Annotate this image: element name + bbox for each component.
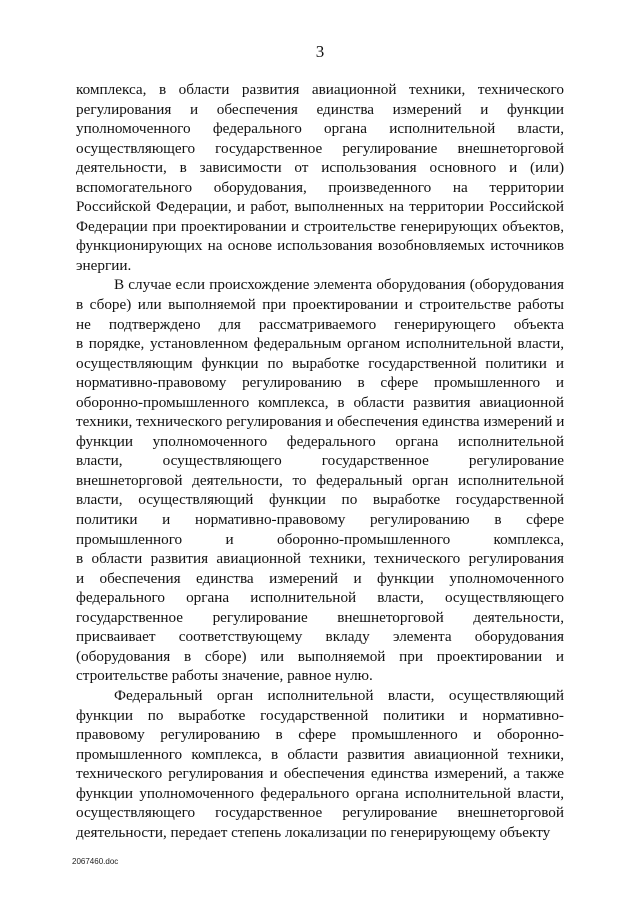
text-line: в области развития авиационной техники, технического регулирования — [76, 550, 564, 568]
text-line: строительстве работы значение, равное нулю. — [76, 667, 373, 685]
paragraph — [76, 80, 564, 275]
document-body — [76, 80, 564, 842]
text-line: в сборе) или выполняемой при проектировании и строительстве работы — [76, 296, 564, 314]
text-line: функции уполномоченного федерального органа исполнительной власти, — [76, 784, 564, 802]
paragraph — [76, 275, 564, 685]
paragraph — [76, 686, 564, 842]
text-line: функции уполномоченного федерального органа исполнительной — [76, 432, 564, 450]
text-line: деятельности, передает степень локализации по генерирующему объекту — [76, 823, 551, 841]
text-line: вспомогательного оборудования, произведенного на территории — [76, 178, 564, 196]
text-line: осуществляющего государственное регулирование внешнеторговой — [76, 139, 564, 157]
text-line: функции по выработке государственной политики и нормативно- — [76, 706, 564, 724]
text-line: правовому регулированию в сфере промышленного и оборонно- — [76, 726, 564, 744]
text-line: В случае если происхождение элемента оборудования (оборудования — [114, 276, 564, 294]
text-line: внешнеторговой деятельности, то федеральный орган исполнительной — [76, 471, 564, 489]
text-line: энергии. — [76, 256, 132, 274]
text-line: власти, осуществляющего государственное регулирование — [76, 452, 564, 470]
text-line: технического регулирования и обеспечения единства измерений, а также — [76, 765, 564, 783]
text-line: (оборудования в сборе) или выполняемой при проектировании и — [76, 647, 564, 665]
text-line: промышленного и оборонно-промышленного комплекса, — [76, 530, 564, 548]
text-line: в порядке, установленном федеральным органом исполнительной власти, — [76, 335, 564, 353]
footer-filename: 2067460.doc — [72, 857, 119, 866]
text-line: комплекса, в области развития авиационной техники, технического — [76, 81, 564, 98]
text-line: государственное регулирование внешнеторговой деятельности, — [76, 608, 564, 626]
text-line: и обеспечения единства измерений и функции уполномоченного — [76, 569, 564, 587]
text-line: функционирующих на основе использования возобновляемых источников — [76, 237, 564, 255]
text-line: промышленного комплекса, в области развития авиационной техники, — [76, 745, 564, 763]
page-number: 3 — [315, 42, 325, 61]
text-line: Федерации при проектировании и строительстве генерирующих объектов, — [76, 217, 564, 235]
text-line: оборонно-промышленного комплекса, в области развития авиационной — [76, 393, 564, 411]
text-line: не подтверждено для рассматриваемого генерирующего объекта — [76, 315, 564, 333]
text-line: Федеральный орган исполнительной власти, осуществляющий — [114, 686, 564, 704]
text-line: присваивает соответствующему вкладу элемента оборудования — [76, 628, 564, 646]
text-line: техники, технического регулирования и обеспечения единства измерений и — [76, 413, 564, 431]
text-line: Российской Федерации, и работ, выполненных на территории Российской — [76, 198, 564, 216]
text-line: деятельности, в зависимости от использования основного и (или) — [76, 159, 564, 177]
text-line: осуществляющим функции по выработке государственной политики и — [76, 354, 564, 372]
text-line: федерального органа исполнительной власти, осуществляющего — [76, 589, 564, 607]
text-line: осуществляющего государственное регулирование внешнеторговой — [76, 804, 564, 822]
text-line: уполномоченного федерального органа исполнительной власти, — [76, 120, 564, 138]
text-line: политики и нормативно-правовому регулированию в сфере — [76, 511, 564, 529]
text-line: регулирования и обеспечения единства измерений и функции — [76, 100, 564, 118]
text-line: власти, осуществляющий функции по выработке государственной — [76, 491, 564, 509]
text-line: нормативно-правовому регулированию в сфере промышленного и — [76, 374, 564, 392]
